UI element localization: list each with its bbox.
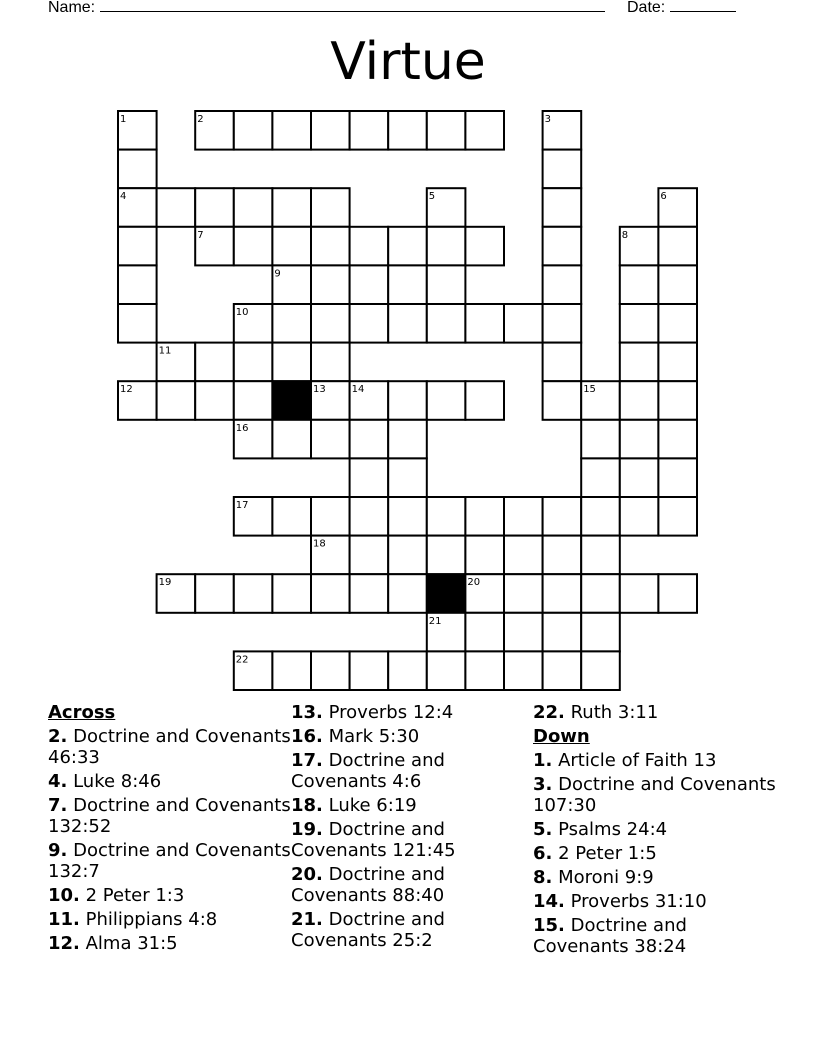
grid-cell[interactable] (427, 265, 466, 304)
grid-cell[interactable] (465, 613, 504, 652)
grid-cell[interactable] (427, 381, 466, 420)
grid-cell[interactable] (658, 265, 697, 304)
grid-cell[interactable] (658, 574, 697, 613)
clue-item-number: 18. (291, 795, 323, 816)
grid-cell[interactable] (658, 381, 697, 420)
grid-cell[interactable] (272, 343, 311, 382)
clue-column-1 (48, 702, 293, 957)
grid-cell[interactable] (465, 227, 504, 266)
grid-cell[interactable] (465, 111, 504, 150)
grid-cell[interactable] (620, 497, 659, 536)
grid-cell[interactable] (427, 227, 466, 266)
grid-cell[interactable] (658, 497, 697, 536)
grid-cell[interactable] (388, 651, 427, 690)
clue-item (291, 909, 536, 951)
clue-item (48, 726, 293, 768)
grid-cell[interactable] (272, 111, 311, 150)
clue-number: 21 (428, 615, 442, 627)
grid-cell[interactable] (350, 227, 389, 266)
grid-cell[interactable] (620, 574, 659, 613)
clue-item-text: Doctrine and Covenants 132:7 (48, 840, 291, 882)
grid-cell[interactable] (311, 574, 350, 613)
clue-item (291, 726, 536, 747)
grid-cell[interactable] (350, 574, 389, 613)
clue-item-number: 3. (533, 774, 553, 795)
clue-item (533, 915, 778, 957)
grid-cell[interactable] (350, 536, 389, 575)
section-heading: Down (533, 726, 590, 747)
grid-cell[interactable] (272, 304, 311, 343)
grid-cell[interactable] (427, 304, 466, 343)
grid-cell[interactable] (620, 304, 659, 343)
grid-cell[interactable] (272, 651, 311, 690)
clue-item-text: Moroni 9:9 (552, 867, 654, 888)
grid-cell[interactable] (272, 497, 311, 536)
clue-item-text: Doctrine and Covenants 121:45 (291, 819, 456, 861)
grid-cell[interactable] (234, 111, 273, 150)
grid-cell[interactable] (504, 651, 543, 690)
clue-number: 10 (235, 307, 249, 318)
grid-cell[interactable] (388, 536, 427, 575)
grid-cell[interactable] (388, 304, 427, 343)
grid-block (427, 574, 466, 613)
grid-cell[interactable] (350, 651, 389, 690)
grid-cell[interactable] (350, 458, 389, 497)
clue-item-text: Luke 6:19 (322, 795, 417, 816)
grid-cell[interactable] (311, 304, 350, 343)
clue-item-number: 4. (48, 771, 68, 792)
grid-cell[interactable] (388, 111, 427, 150)
clue-number: 16 (235, 422, 249, 434)
clue-number: 17 (235, 500, 249, 511)
clue-item-number: 11. (48, 909, 80, 930)
clue-item (48, 795, 293, 837)
grid-cell[interactable] (658, 227, 697, 266)
grid-cell[interactable] (465, 536, 504, 575)
clue-item-text: Doctrine and Covenants 132:52 (48, 795, 291, 837)
grid-cell[interactable] (272, 574, 311, 613)
clue-item-number: 21. (291, 909, 323, 930)
grid-cell[interactable] (427, 111, 466, 150)
grid-cell[interactable] (658, 420, 697, 459)
grid-cell[interactable] (195, 188, 234, 227)
grid-cell[interactable] (272, 227, 311, 266)
grid-cell[interactable] (234, 188, 273, 227)
clue-item-text: 2 Peter 1:3 (79, 885, 185, 906)
grid-cell[interactable] (581, 613, 620, 652)
clue-item-text: Doctrine and Covenants 4:6 (291, 750, 445, 792)
grid-cell[interactable] (581, 574, 620, 613)
grid-cell[interactable] (311, 265, 350, 304)
grid-cell[interactable] (543, 536, 582, 575)
clue-number: 18 (313, 538, 326, 550)
clue-item-number: 6. (533, 843, 553, 864)
clue-number: 9 (274, 268, 281, 280)
grid-cell[interactable] (465, 381, 504, 420)
grid-cell[interactable] (388, 265, 427, 304)
clue-number: 12 (120, 384, 133, 396)
grid-cell[interactable] (543, 651, 582, 690)
grid-cell[interactable] (195, 343, 234, 382)
grid-cell[interactable] (272, 188, 311, 227)
grid-cell[interactable] (620, 343, 659, 382)
grid-cell[interactable] (427, 651, 466, 690)
clue-number: 8 (621, 229, 629, 241)
grid-cell[interactable] (157, 188, 196, 227)
clue-item (48, 840, 293, 882)
grid-cell[interactable] (658, 304, 697, 343)
grid-cell[interactable] (350, 265, 389, 304)
grid-cell[interactable] (658, 343, 697, 382)
clue-item-text: Doctrine and Covenants 107:30 (533, 774, 776, 816)
clue-item-number: 10. (48, 885, 80, 906)
clue-number: 2 (197, 114, 204, 125)
clue-item (48, 909, 293, 930)
grid-cell[interactable] (427, 536, 466, 575)
clue-item-number: 9. (48, 840, 68, 861)
grid-cell[interactable] (350, 420, 389, 459)
grid-cell[interactable] (311, 227, 350, 266)
grid-cell[interactable] (118, 304, 157, 343)
grid-cell[interactable] (620, 420, 659, 459)
page-title: Virtue (330, 32, 486, 92)
date-label: Date: (627, 0, 666, 16)
clue-column-3 (533, 702, 778, 960)
grid-cell[interactable] (543, 227, 582, 266)
grid-cell[interactable] (581, 536, 620, 575)
clue-number: 5 (428, 191, 436, 203)
clue-number: 15 (583, 384, 596, 396)
clue-item (48, 885, 293, 906)
grid-block (272, 381, 311, 420)
clue-item-number: 14. (533, 891, 565, 912)
clue-item-text: Article of Faith 13 (552, 750, 717, 771)
clue-item-text: Doctrine and Covenants 46:33 (48, 726, 291, 768)
grid-cell[interactable] (581, 651, 620, 690)
grid-cell[interactable] (543, 265, 582, 304)
grid-cell[interactable] (195, 574, 234, 613)
clue-item (533, 774, 778, 816)
grid-cell[interactable] (504, 536, 543, 575)
clue-number: 13 (313, 384, 326, 396)
clue-item (533, 819, 778, 840)
grid-cell[interactable] (311, 651, 350, 690)
grid-cell[interactable] (234, 227, 273, 266)
grid-cell[interactable] (543, 574, 582, 613)
clue-number: 4 (120, 191, 127, 203)
clue-number: 1 (120, 114, 127, 125)
grid-cell[interactable] (620, 458, 659, 497)
grid-cell[interactable] (658, 458, 697, 497)
grid-cell[interactable] (388, 420, 427, 459)
grid-cell[interactable] (388, 227, 427, 266)
clue-number: 22 (235, 654, 249, 666)
grid-cell[interactable] (427, 497, 466, 536)
grid-cell[interactable] (581, 497, 620, 536)
grid-cell[interactable] (504, 304, 543, 343)
clue-item (291, 864, 536, 906)
grid-cell[interactable] (311, 420, 350, 459)
clue-item (291, 819, 536, 861)
clue-item-number: 20. (291, 864, 323, 885)
clue-item-text: Doctrine and Covenants 38:24 (533, 915, 687, 957)
clue-item-number: 15. (533, 915, 565, 936)
clue-item-text: 2 Peter 1:5 (552, 843, 657, 864)
grid-cell[interactable] (543, 188, 582, 227)
grid-cell[interactable] (195, 381, 234, 420)
clue-item (533, 702, 778, 723)
grid-cell[interactable] (543, 150, 582, 189)
grid-cell[interactable] (118, 265, 157, 304)
grid-cell[interactable] (543, 613, 582, 652)
grid-cell[interactable] (543, 497, 582, 536)
grid-cell[interactable] (311, 343, 350, 382)
section-heading: Across (48, 702, 116, 723)
clue-item (533, 867, 778, 888)
grid-cell[interactable] (581, 420, 620, 459)
clue-item (533, 750, 778, 771)
clue-item-number: 8. (533, 867, 553, 888)
grid-cell[interactable] (311, 188, 350, 227)
clue-item (533, 891, 778, 912)
clue-item-number: 1. (533, 750, 553, 771)
grid-cell[interactable] (234, 574, 273, 613)
grid-cell[interactable] (543, 343, 582, 382)
grid-cell[interactable] (388, 381, 427, 420)
clue-item-text: Alma 31:5 (79, 933, 178, 954)
clue-item (291, 795, 536, 816)
clue-item-text: Ruth 3:11 (564, 702, 659, 723)
clue-item-number: 5. (533, 819, 553, 840)
grid-cell[interactable] (350, 111, 389, 150)
grid-cell[interactable] (388, 458, 427, 497)
grid-cell[interactable] (543, 304, 582, 343)
grid-cell[interactable] (350, 497, 389, 536)
clue-number: 19 (158, 577, 172, 589)
clue-item (48, 771, 293, 792)
clue-number: 11 (158, 345, 172, 357)
grid-cell[interactable] (118, 150, 157, 189)
clue-item-number: 12. (48, 933, 80, 954)
grid-cell[interactable] (543, 381, 582, 420)
grid-cell[interactable] (272, 420, 311, 459)
grid-cell[interactable] (504, 613, 543, 652)
clue-number: 3 (544, 114, 551, 125)
grid-cell[interactable] (234, 343, 273, 382)
grid-cell[interactable] (504, 497, 543, 536)
grid-cell[interactable] (234, 381, 273, 420)
clue-number: 20 (467, 577, 481, 589)
clue-item-text: Doctrine and Covenants 88:40 (291, 864, 445, 906)
grid-cell[interactable] (465, 651, 504, 690)
clue-item-number: 17. (291, 750, 323, 771)
clue-item-number: 2. (48, 726, 68, 747)
clue-item (291, 702, 536, 723)
grid-cell[interactable] (118, 227, 157, 266)
clue-item (533, 843, 778, 864)
clue-item-number: 19. (291, 819, 323, 840)
grid-cell[interactable] (465, 497, 504, 536)
clue-item-text: Doctrine and Covenants 25:2 (291, 909, 445, 951)
grid-cell[interactable] (465, 304, 504, 343)
clue-item-text: Psalms 24:4 (552, 819, 668, 840)
clue-item-text: Philippians 4:8 (79, 909, 218, 930)
clue-item (291, 750, 536, 792)
grid-cell[interactable] (620, 265, 659, 304)
clue-item-number: 7. (48, 795, 68, 816)
clue-column-2 (291, 702, 536, 954)
grid-cell[interactable] (581, 458, 620, 497)
clue-number: 6 (660, 191, 667, 203)
clue-item-number: 13. (291, 702, 323, 723)
name-label: Name: (48, 0, 96, 16)
clue-item-text: Mark 5:30 (322, 726, 420, 747)
grid-cell[interactable] (311, 497, 350, 536)
grid-cell[interactable] (504, 574, 543, 613)
clue-item-text: Proverbs 12:4 (322, 702, 454, 723)
clue-item-number: 16. (291, 726, 323, 747)
clue-number: 7 (197, 229, 204, 241)
grid-cell[interactable] (311, 111, 350, 150)
clue-number: 14 (351, 384, 365, 396)
clue-item (48, 933, 293, 954)
grid-cell[interactable] (350, 304, 389, 343)
clue-item-text: Luke 8:46 (67, 771, 162, 792)
grid-cell[interactable] (157, 381, 196, 420)
grid-cell[interactable] (388, 574, 427, 613)
grid-cell[interactable] (620, 381, 659, 420)
grid-cell[interactable] (388, 497, 427, 536)
clue-item-number: 22. (533, 702, 565, 723)
clue-item-text: Proverbs 31:10 (564, 891, 707, 912)
